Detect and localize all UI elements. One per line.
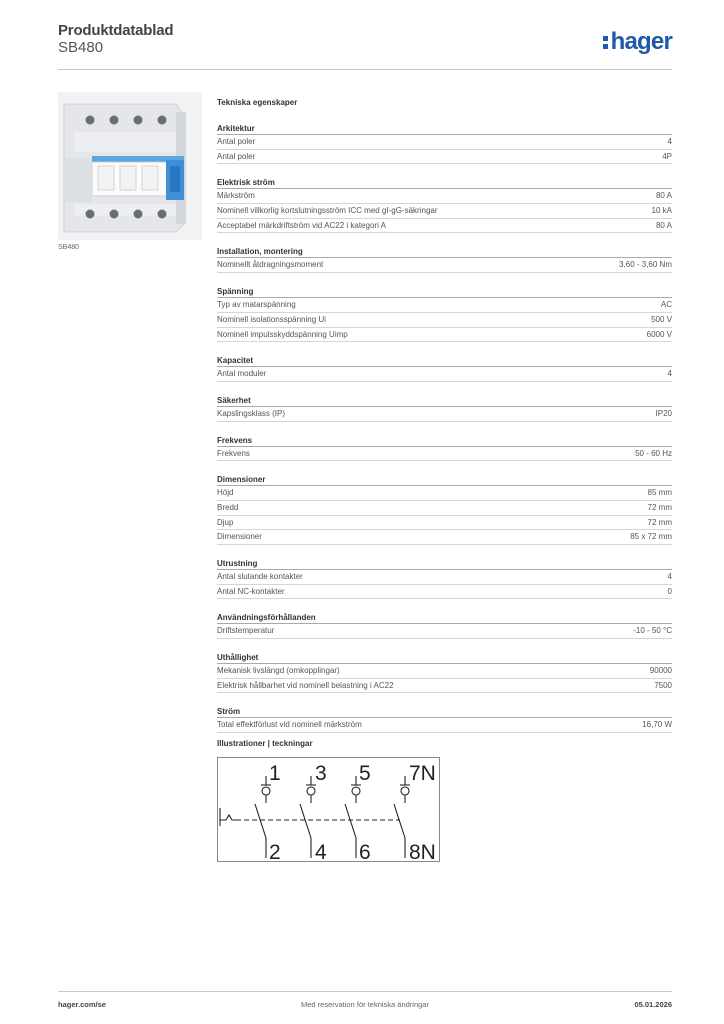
spec-group — [217, 354, 672, 382]
spec-value: 0 — [667, 586, 672, 596]
spec-row — [217, 486, 672, 501]
spec-label: Bredd — [217, 502, 239, 512]
spec-row — [217, 313, 672, 328]
spec-label: Nominellt åtdragningsmoment — [217, 260, 324, 270]
spec-label: Driftstemperatur — [217, 626, 275, 636]
spec-label: Nominell villkorlig kortslutningsström ICC med gI-gG-säkringar — [217, 206, 438, 216]
product-code: SB480 — [58, 39, 104, 56]
spec-row — [217, 150, 672, 165]
footer-website-link[interactable]: hager.com/se — [58, 1000, 106, 1009]
spec-row — [217, 447, 672, 462]
spec-value: 4 — [667, 137, 672, 146]
spec-label: Antal slutande kontakter — [217, 572, 303, 581]
spec-group — [217, 705, 672, 733]
spec-label: Typ av matarspänning — [217, 300, 296, 310]
circuit-breaker-product-image — [58, 92, 202, 240]
spec-label: Elektrisk hållbarhet vid nominell belastning i AC22 — [217, 680, 394, 690]
switch-schematic — [218, 758, 439, 861]
footer-date: 05.01.2026 — [634, 1000, 672, 1009]
spec-row — [217, 219, 672, 234]
spec-label: Nominell isolationsspänning Ui — [217, 314, 326, 324]
spec-group-title: Uthållighet — [217, 651, 672, 664]
logo-text: hager — [610, 28, 672, 55]
spec-value: 6000 V — [646, 329, 672, 339]
document-title: Produktdatablad — [58, 22, 174, 39]
spec-value: 7500 — [654, 680, 672, 690]
terminal-label-bottom: 4 — [315, 841, 327, 861]
spec-group-title: Arkitektur — [217, 122, 672, 135]
spec-row — [217, 516, 672, 531]
spec-group — [217, 611, 672, 639]
spec-label: Höjd — [217, 488, 234, 498]
spec-group — [217, 651, 672, 693]
spec-row — [217, 328, 672, 343]
hager-logo[interactable] — [603, 28, 672, 56]
spec-row — [217, 258, 672, 273]
spec-group — [217, 285, 672, 342]
spec-row — [217, 135, 672, 150]
spec-value: 4 — [667, 369, 672, 379]
terminal-label-top: 7N — [409, 762, 436, 785]
spec-value: 85 mm — [647, 488, 672, 498]
spec-row — [217, 298, 672, 313]
spec-value: 10 kA — [651, 206, 672, 216]
spec-value: 72 mm — [647, 517, 672, 527]
spec-label: Dimensioner — [217, 532, 262, 542]
terminal-label-bottom: 6 — [359, 841, 371, 861]
spec-group-title: Kapacitet — [217, 354, 672, 367]
spec-row — [217, 530, 672, 545]
spec-label: Antal NC-kontakter — [217, 586, 285, 596]
terminal-label-top: 3 — [315, 762, 327, 785]
spec-group — [217, 122, 672, 164]
spec-row — [217, 570, 672, 585]
spec-value: 4 — [667, 572, 672, 581]
spec-group-title: Spänning — [217, 285, 672, 298]
spec-group — [217, 245, 672, 273]
spec-group — [217, 176, 672, 233]
spec-group-title: Utrustning — [217, 557, 672, 570]
spec-group-title: Ström — [217, 705, 672, 718]
specs-heading: Tekniska egenskaper — [217, 98, 298, 107]
spec-label: Frekvens — [217, 448, 250, 458]
spec-value: 72 mm — [647, 502, 672, 512]
terminal-label-top: 5 — [359, 762, 371, 785]
spec-value: 90000 — [649, 666, 672, 676]
spec-group-title: Elektrisk ström — [217, 176, 672, 189]
spec-label: Antal poler — [217, 151, 256, 161]
spec-group-title: Användningsförhållanden — [217, 611, 672, 624]
page-header — [58, 22, 672, 70]
spec-group-title: Installation, montering — [217, 245, 672, 258]
spec-value: 4P — [662, 151, 672, 161]
spec-label: Kapslingsklass (IP) — [217, 408, 286, 418]
product-image-caption: SB480 — [58, 244, 80, 251]
logo-dots-icon — [603, 32, 610, 50]
spec-row — [217, 664, 672, 679]
illustrations-heading: Illustrationer | teckningar — [217, 739, 313, 748]
terminal-label-bottom: 2 — [269, 841, 281, 861]
spec-label: Nominell impulsskyddspänning Uimp — [217, 329, 348, 339]
spec-row — [217, 501, 672, 516]
technical-specs — [217, 96, 672, 733]
spec-row — [217, 407, 672, 422]
spec-row — [217, 585, 672, 600]
page-footer — [58, 991, 672, 1011]
spec-label: Antal moduler — [217, 369, 267, 379]
spec-label: Acceptabel märkdriftström vid AC22 i kategori A — [217, 220, 386, 230]
spec-value: AC — [660, 300, 672, 310]
spec-row — [217, 679, 672, 694]
spec-value: -10 - 50 °C — [633, 626, 672, 636]
footer-disclaimer: Med reservation för tekniska ändringar — [301, 1000, 429, 1009]
terminal-label-bottom: 8N — [409, 841, 436, 861]
spec-value: 80 A — [655, 191, 672, 201]
spec-group-title: Dimensioner — [217, 473, 672, 486]
spec-value: 80 A — [655, 220, 672, 230]
spec-value: 50 - 60 Hz — [635, 448, 672, 458]
spec-value: 500 V — [651, 314, 672, 324]
spec-row — [217, 189, 672, 204]
spec-row — [217, 718, 672, 733]
spec-group — [217, 394, 672, 422]
spec-group — [217, 434, 672, 462]
spec-value: IP20 — [655, 408, 672, 418]
spec-value: 16,70 W — [642, 720, 672, 730]
spec-group — [217, 473, 672, 545]
wiring-diagram — [217, 757, 440, 862]
spec-label: Mekanisk livslängd (omkopplingar) — [217, 666, 340, 676]
spec-row — [217, 204, 672, 219]
spec-label: Total effektförlust vid nominell märkström — [217, 720, 362, 730]
product-image — [58, 92, 202, 240]
terminal-label-top: 1 — [269, 762, 281, 785]
spec-row — [217, 367, 672, 382]
spec-value: 85 x 72 mm — [630, 532, 672, 542]
spec-label: Djup — [217, 517, 234, 527]
spec-label: Antal poler — [217, 137, 256, 146]
spec-group-title: Säkerhet — [217, 394, 672, 407]
spec-group-title: Frekvens — [217, 434, 672, 447]
spec-label: Märkström — [217, 191, 255, 201]
spec-group — [217, 557, 672, 599]
spec-row — [217, 624, 672, 639]
spec-value: 3,60 - 3,60 Nm — [619, 260, 672, 270]
